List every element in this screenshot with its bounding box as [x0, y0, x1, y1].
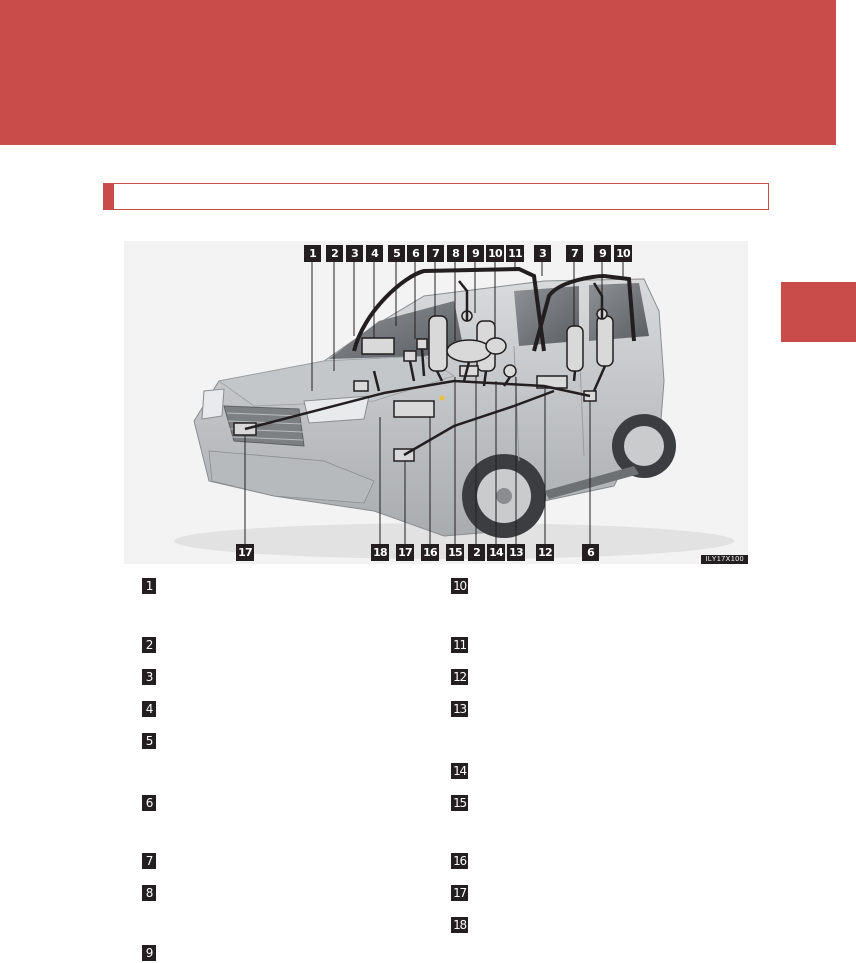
- chapter-side-tab: [781, 282, 856, 342]
- legend-marker: 12: [451, 669, 468, 685]
- legend-marker: 13: [451, 701, 468, 717]
- legend-marker: 17: [451, 885, 468, 901]
- figure-code: ILY17X100: [701, 555, 748, 564]
- legend-marker: 16: [451, 853, 468, 869]
- chapter-header-band: [0, 0, 836, 145]
- callout-1: 1: [304, 245, 321, 262]
- section-heading-accent: [104, 184, 114, 209]
- legend-marker: 15: [451, 795, 468, 811]
- legend-marker: 14: [451, 763, 468, 779]
- section-heading-bar: [103, 183, 769, 210]
- legend-marker: 4: [142, 701, 156, 717]
- callout-5: 5: [388, 245, 405, 262]
- legend-marker: 2: [142, 637, 156, 653]
- callout-8: 8: [447, 245, 464, 262]
- callout-14: 14: [487, 544, 505, 561]
- callout-16: 16: [421, 544, 439, 561]
- callout-15: 15: [446, 544, 464, 561]
- callout-17b: 17: [396, 544, 414, 561]
- legend-marker: 8: [142, 885, 156, 901]
- callout-2b: 2: [468, 544, 485, 561]
- legend-marker: 1: [142, 578, 156, 594]
- callout-13: 13: [507, 544, 525, 561]
- callout-10b: 10: [614, 245, 632, 262]
- callout-9b: 9: [594, 245, 611, 262]
- legend-marker: 5: [142, 733, 156, 749]
- callout-18: 18: [371, 544, 389, 561]
- legend-marker: 9: [142, 945, 156, 961]
- callout-6b: 6: [582, 544, 599, 561]
- callout-2: 2: [326, 245, 343, 262]
- callout-3b: 3: [534, 245, 551, 262]
- callout-12: 12: [536, 544, 554, 561]
- callout-7b: 7: [566, 245, 583, 262]
- callout-10: 10: [486, 245, 504, 262]
- callout-17: 17: [236, 544, 254, 561]
- callout-6: 6: [407, 245, 424, 262]
- callout-11: 11: [506, 245, 524, 262]
- callout-3: 3: [346, 245, 363, 262]
- callout-9: 9: [467, 245, 484, 262]
- legend-marker: 3: [142, 669, 156, 685]
- airbag-location-figure: [124, 241, 748, 564]
- legend-marker: 11: [451, 637, 468, 653]
- legend-marker: 7: [142, 853, 156, 869]
- legend-marker: 18: [451, 917, 468, 933]
- legend-marker: 6: [142, 795, 156, 811]
- callout-7: 7: [427, 245, 444, 262]
- callout-4: 4: [366, 245, 383, 262]
- suv-illustration: [124, 241, 748, 564]
- legend-marker: 10: [451, 578, 468, 594]
